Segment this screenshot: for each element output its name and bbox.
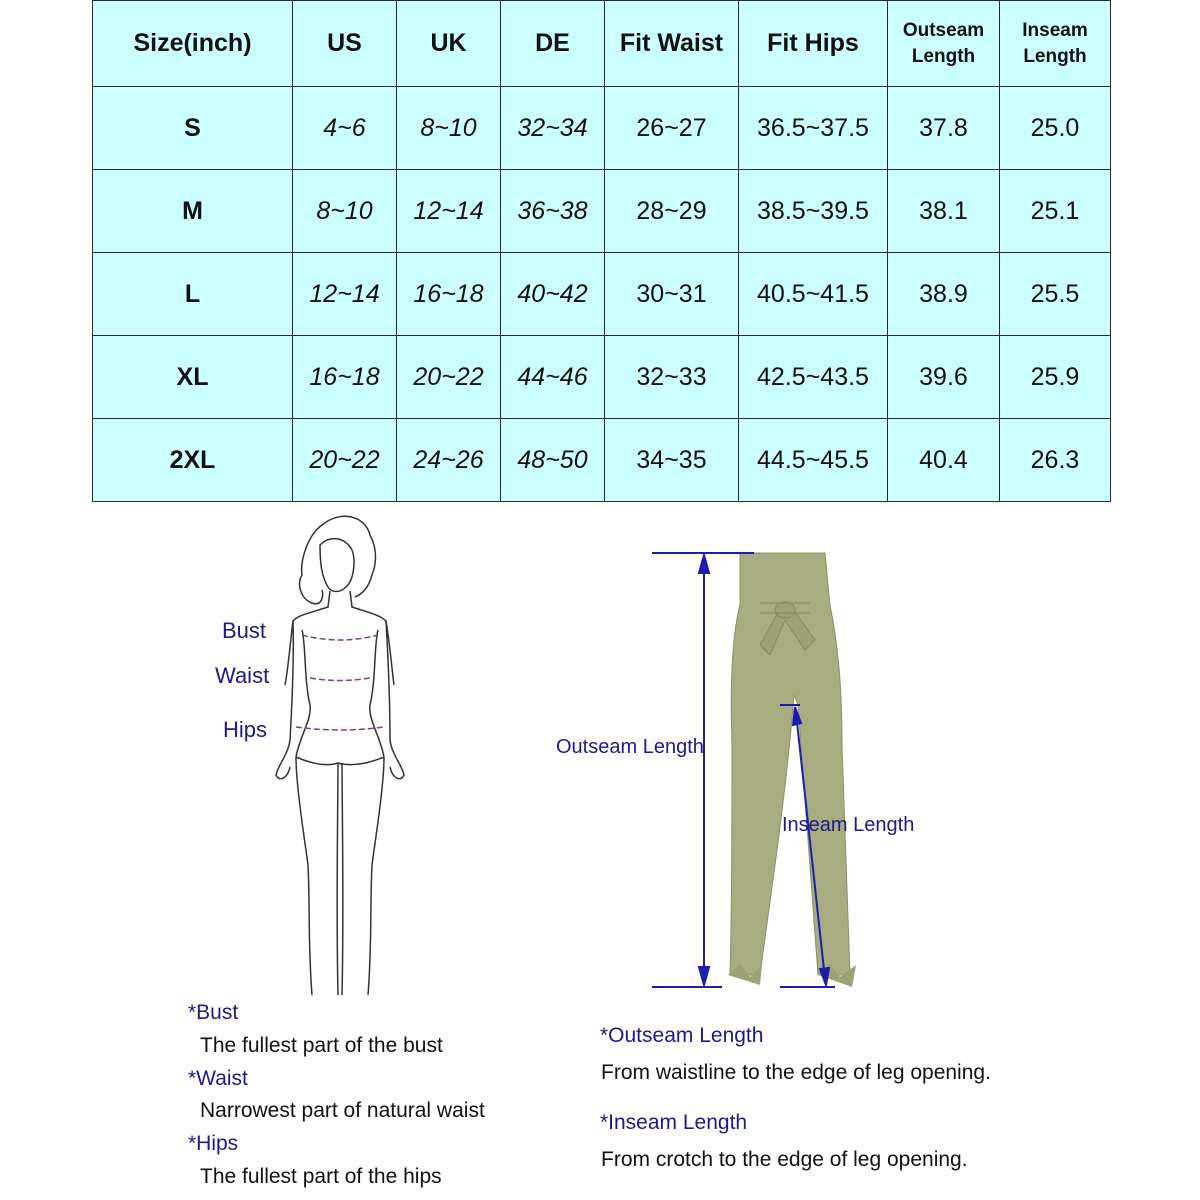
header-row <box>93 1 1111 87</box>
cell-inseam: 26.3 <box>1000 419 1111 502</box>
outseam-length-label: Outseam Length <box>556 736 704 758</box>
cell-outseam: 40.4 <box>888 419 1000 502</box>
table-row <box>93 336 1111 419</box>
waist-label: Waist <box>215 663 270 688</box>
table-row <box>93 253 1111 336</box>
header-outseam-text: Outseam Length <box>902 19 985 67</box>
cell-inseam: 25.5 <box>1000 253 1111 336</box>
cell-fit-waist: 26~27 <box>605 87 739 170</box>
cell-fit-hips: 36.5~37.5 <box>739 87 888 170</box>
cell-size: M <box>93 170 293 253</box>
cell-fit-waist: 30~31 <box>605 253 739 336</box>
cell-de: 48~50 <box>501 419 605 502</box>
cell-de: 32~34 <box>501 87 605 170</box>
cell-uk: 16~18 <box>397 253 501 336</box>
cell-de: 40~42 <box>501 253 605 336</box>
cell-uk: 12~14 <box>397 170 501 253</box>
def-outseam-term: *Outseam Length <box>600 1024 764 1047</box>
cell-uk: 24~26 <box>397 419 501 502</box>
def-waist-desc: Narrowest part of natural waist <box>200 1099 485 1122</box>
cell-de: 36~38 <box>501 170 605 253</box>
header-uk: UK <box>397 1 501 87</box>
cell-us: 20~22 <box>293 419 397 502</box>
hips-label: Hips <box>223 717 268 742</box>
cell-fit-hips: 42.5~43.5 <box>739 336 888 419</box>
cell-size: XL <box>93 336 293 419</box>
cell-fit-hips: 44.5~45.5 <box>739 419 888 502</box>
def-waist-term: *Waist <box>188 1067 248 1090</box>
def-outseam-desc: From waistline to the edge of leg opening. <box>601 1061 991 1084</box>
cell-de: 44~46 <box>501 336 605 419</box>
cell-us: 8~10 <box>293 170 397 253</box>
body-figure-icon <box>260 505 420 1000</box>
header-outseam <box>888 1 1000 87</box>
header-us: US <box>293 1 397 87</box>
cell-inseam: 25.1 <box>1000 170 1111 253</box>
table-row <box>93 87 1111 170</box>
table-row <box>93 419 1111 502</box>
cell-outseam: 39.6 <box>888 336 1000 419</box>
cell-size: L <box>93 253 293 336</box>
cell-fit-hips: 40.5~41.5 <box>739 253 888 336</box>
cell-uk: 8~10 <box>397 87 501 170</box>
header-fit-hips: Fit Hips <box>739 1 888 87</box>
cell-outseam: 37.8 <box>888 87 1000 170</box>
header-size: Size(inch) <box>93 1 293 87</box>
table-row <box>93 170 1111 253</box>
def-inseam-term: *Inseam Length <box>600 1111 748 1134</box>
cell-size: 2XL <box>93 419 293 502</box>
header-inseam-text: Inseam Length <box>1022 19 1088 67</box>
def-hips-desc: The fullest part of the hips <box>200 1165 442 1188</box>
cell-fit-waist: 34~35 <box>605 419 739 502</box>
def-inseam-desc: From crotch to the edge of leg opening. <box>601 1148 968 1171</box>
def-hips-term: *Hips <box>188 1132 239 1155</box>
def-bust-desc: The fullest part of the bust <box>200 1034 443 1057</box>
def-bust-term: *Bust <box>188 1001 239 1024</box>
header-de: DE <box>501 1 605 87</box>
cell-inseam: 25.9 <box>1000 336 1111 419</box>
inseam-length-label: Inseam Length <box>782 814 915 836</box>
cell-size: S <box>93 87 293 170</box>
cell-outseam: 38.9 <box>888 253 1000 336</box>
cell-uk: 20~22 <box>397 336 501 419</box>
cell-fit-waist: 32~33 <box>605 336 739 419</box>
header-inseam <box>1000 1 1111 87</box>
cell-fit-hips: 38.5~39.5 <box>739 170 888 253</box>
cell-us: 12~14 <box>293 253 397 336</box>
cell-us: 4~6 <box>293 87 397 170</box>
bust-label: Bust <box>222 618 267 643</box>
size-chart-table <box>92 0 1111 502</box>
measurement-arrows-icon <box>650 545 870 995</box>
cell-inseam: 25.0 <box>1000 87 1111 170</box>
cell-fit-waist: 28~29 <box>605 170 739 253</box>
cell-us: 16~18 <box>293 336 397 419</box>
cell-outseam: 38.1 <box>888 170 1000 253</box>
header-fit-waist: Fit Waist <box>605 1 739 87</box>
